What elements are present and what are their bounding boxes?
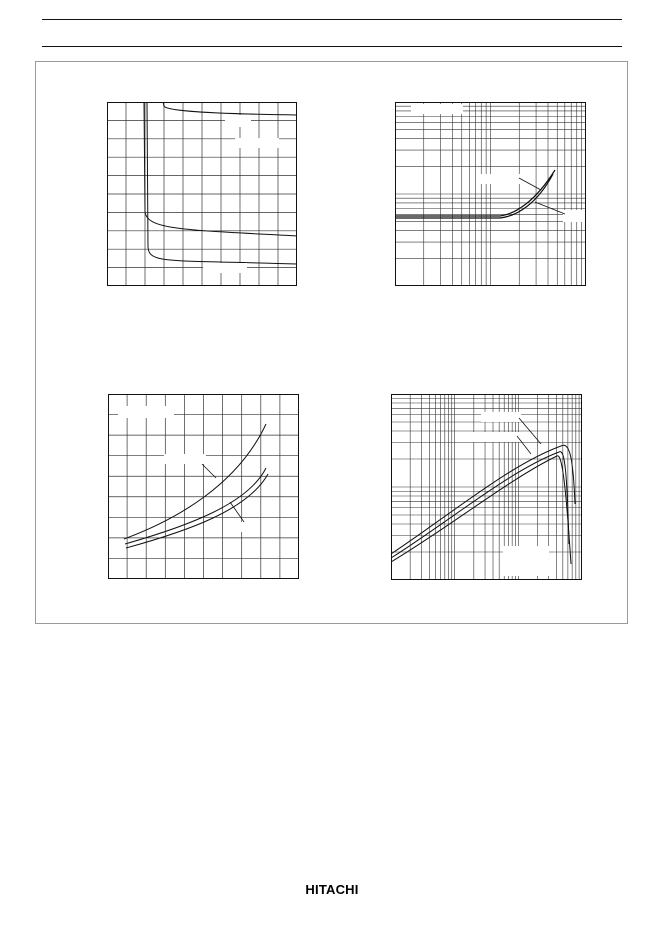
chart-top-right-label-mask-1 [411,104,463,114]
chart-top-right-label-mask-2 [477,174,521,184]
chart-bottom-right [391,394,582,580]
chart-bottom-right-label-mask-3 [503,546,549,576]
chart-top-right-pointer-1 [519,178,541,190]
chart-top-left-label-mask-3 [203,263,247,273]
chart-top-right-label-mask-3 [563,210,585,222]
chart-top-left-label-mask-2 [235,138,279,148]
chart-top-left-series-middle [144,102,297,236]
chart-top-right-grid [395,102,586,286]
header-rule-top [42,19,622,20]
chart-bottom-right-pointer-2 [517,436,531,454]
chart-bottom-left-grid [108,394,299,579]
chart-bottom-right-label-mask-1 [481,412,521,422]
chart-bottom-left-series-top [124,424,266,539]
chart-bottom-right-series-2 [391,452,569,558]
chart-bottom-left-label-mask-3 [238,522,260,532]
chart-top-right-series-a [395,170,555,216]
header-rule-bottom [42,46,622,47]
chart-top-left-series-lower [147,102,297,264]
chart-bottom-left-label-mask-2 [164,454,206,464]
chart-bottom-right-series-1 [391,445,575,554]
chart-bottom-left-label-mask-1 [118,406,174,418]
chart-top-right-series-b [395,174,553,218]
chart-top-left [107,102,297,286]
chart-bottom-left [108,394,299,579]
chart-bottom-right-label-mask-2 [465,432,521,442]
chart-top-left-grid [107,102,297,286]
footer-brand: HITACHI [305,882,359,897]
chart-top-right [395,102,586,286]
chart-top-left-label-mask-1 [225,115,251,127]
